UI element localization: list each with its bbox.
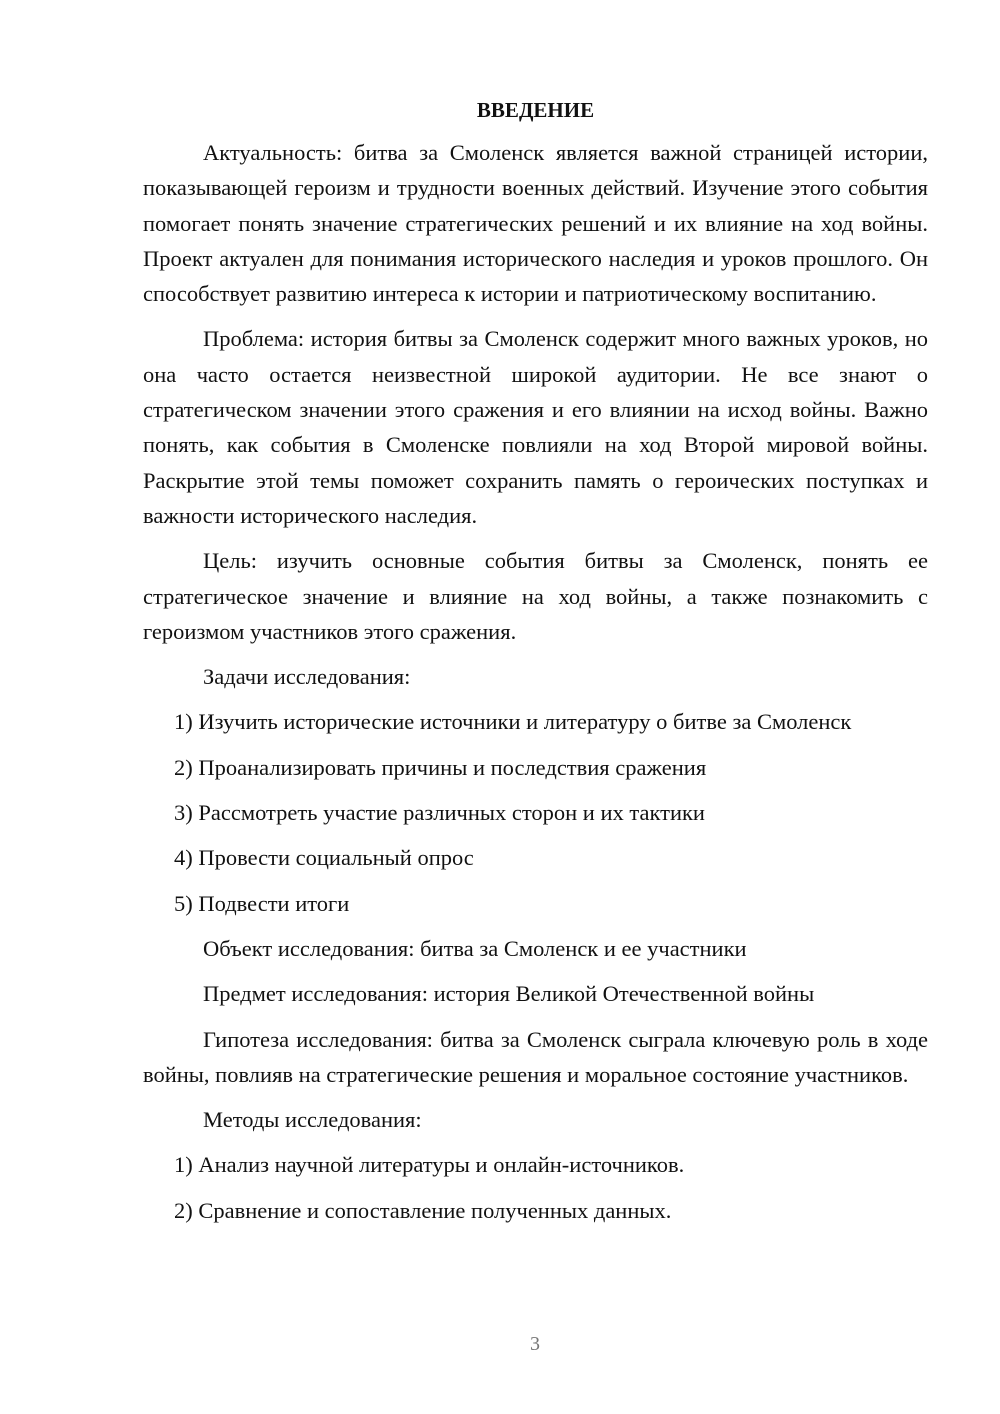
section-title: ВВЕДЕНИЕ: [476, 98, 595, 122]
task-item: 4) Провести социальный опрос: [174, 845, 474, 871]
task-item: 3) Рассмотреть участие различных сторон и их тактики: [174, 800, 705, 826]
method-item: 2) Сравнение и сопоставление полученных данных.: [174, 1197, 672, 1223]
method-item: 1) Анализ научной литературы и онлайн-источников.: [174, 1152, 685, 1178]
goal-paragraph: Цель: изучить основные события битвы за Смоленск, понять ее стратегическое значение и влияние на ход войны, а также познакомить с героизмом участников этого сражения.: [143, 548, 928, 644]
relevance-paragraph: Актуальность: битва за Смоленск является важной страницей истории, показывающей героизм и трудности военных действий. Изучение этого события помогает понять значение стратегических решений и их влияние на ход войны. Проект актуален для понимания исторического наследия и уроков прошлого. Он способствует развитию интереса к истории и патриотическому воспитанию.: [143, 140, 928, 307]
tasks-list: [143, 704, 928, 920]
methods-list: [143, 1147, 928, 1228]
tasks-heading: Задачи исследования:: [203, 664, 411, 690]
task-item: 1) Изучить исторические источники и литературу о битве за Смоленск: [174, 709, 852, 735]
task-item: 2) Проанализировать причины и последствия сражения: [174, 754, 707, 780]
methods-heading: Методы исследования:: [203, 1107, 422, 1133]
problem-paragraph: Проблема: история битвы за Смоленск содержит много важных уроков, но она часто остается неизвестной широкой аудитории. Не все знают о стратегическом значении этого сражения и его влиянии на исход войны. Важно понять, как события в Смоленске повлияли на ход Второй мировой войны. Раскрытие этой темы поможет сохранить память о героических поступках и важности исторического наследия.: [143, 326, 928, 528]
page-number: 3: [530, 1333, 540, 1355]
task-item: 5) Подвести итоги: [174, 890, 350, 916]
subject-paragraph: Предмет исследования: история Великой Отечественной войны: [203, 981, 815, 1007]
page-content: [143, 95, 928, 1238]
hypothesis-paragraph: Гипотеза исследования: битва за Смоленск сыграла ключевую роль в ходе войны, повлияв на стратегические решения и моральное состояние участников.: [143, 1026, 928, 1087]
object-paragraph: Объект исследования: битва за Смоленск и ее участники: [203, 935, 747, 961]
